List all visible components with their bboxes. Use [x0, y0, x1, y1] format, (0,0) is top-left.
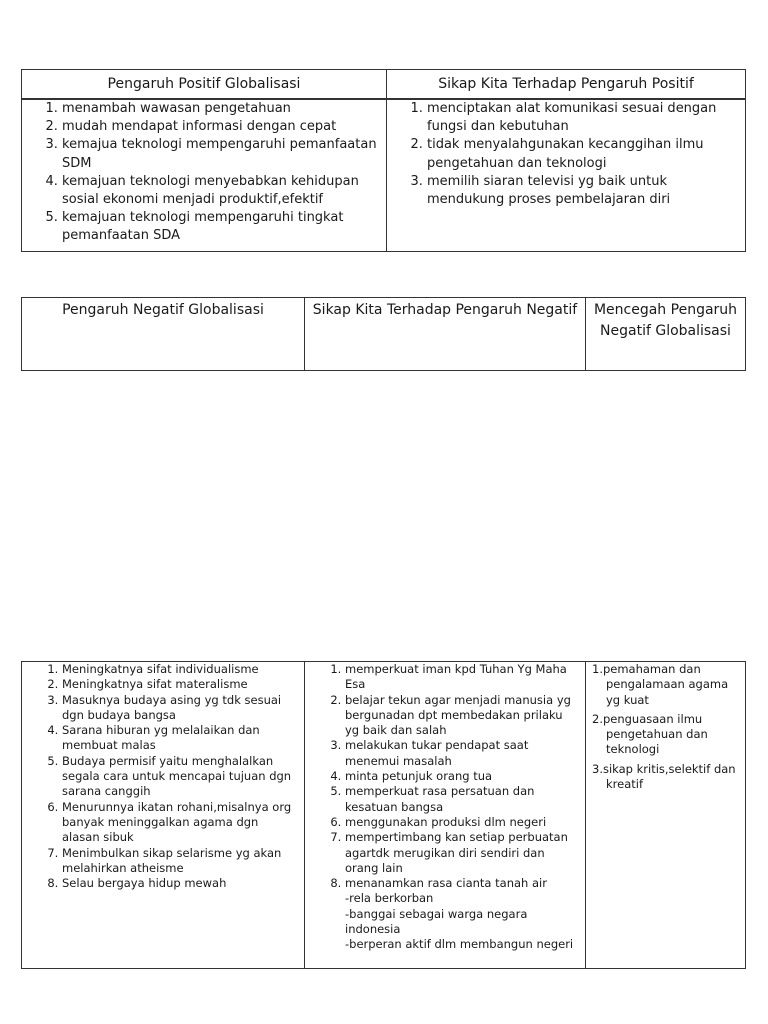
list-item: 3. memilih siaran televisi yg baik untuk mendukung proses pembelajaran diri — [427, 173, 739, 209]
list-item — [345, 876, 579, 952]
sub-item: -banggai sebagai warga negara indonesia — [345, 906, 528, 937]
list-item: 4. kemajuan teknologi menyebabkan kehidupan sosial ekonomi menjadi produktif,efektif — [62, 173, 380, 209]
list-item: 2. Meningkatnya sifat materalisme — [62, 677, 298, 692]
negative-influence-header-table — [21, 297, 746, 371]
list-item: 8. Selau bergaya hidup mewah — [62, 876, 298, 891]
list-item: 1. menciptakan alat komunikasi sesuai dengan fungsi dan kebutuhan — [427, 100, 739, 136]
list-item: 4. Sarana hiburan yg melalaikan dan membuat malas — [62, 723, 298, 754]
list-item: 2. mudah mendapat informasi dengan cepat — [62, 118, 380, 136]
list-item: 4. minta petunjuk orang tua — [345, 769, 579, 784]
negative-influence-table — [21, 661, 746, 969]
attitude-negative-cell — [305, 662, 586, 969]
attitude-positive-list — [387, 100, 745, 209]
sub-item: -rela berkorban — [345, 891, 434, 906]
list-item: 6. menggunakan produksi dlm negeri — [345, 815, 579, 830]
list-item: 3. melakukan tukar pendapat saat menemui masalah — [345, 738, 579, 769]
list-item: 3.sikap kritis,selektif dan kreatif — [592, 761, 736, 792]
list-item: 7. Menimbulkan sikap selarisme yg akan melahirkan atheisme — [62, 846, 298, 877]
list-item: 1.pemahaman dan pengalamaan agama yg kuat — [592, 662, 729, 707]
negative-influence-cell — [22, 662, 305, 969]
list-item: 1. Meningkatnya sifat individualisme — [62, 662, 298, 677]
positive-influence-table — [21, 69, 746, 252]
list-item: 3. kemajua teknologi mempengaruhi pemanfaatan SDM — [62, 136, 380, 172]
list-item-text: menanamkan rasa cianta tanah air — [345, 876, 547, 891]
list-item: 2.penguasaan ilmu pengetahuan dan teknologi — [592, 711, 708, 757]
header-attitude-negative: Sikap Kita Terhadap Pengaruh Negatif — [305, 298, 586, 371]
attitude-positive-cell — [387, 99, 746, 252]
prevent-negative-list — [586, 662, 745, 792]
list-item: 2. belajar tekun agar menjadi manusia yg bergunadan dpt membedakan prilaku yg baik dan salah — [345, 693, 579, 739]
negative-influence-list — [22, 662, 304, 891]
sub-item: -berperan aktif dlm membangun negeri — [345, 937, 574, 952]
list-item: 3. Masuknya budaya asing yg tdk sesuai dgn budaya bangsa — [62, 693, 298, 724]
list-item: 2. tidak menyalahgunakan kecanggihan ilmu pengetahuan dan teknologi — [427, 136, 739, 172]
prevent-negative-cell — [586, 662, 746, 969]
list-item: 5. kemajuan teknologi mempengaruhi tingkat pemanfaatan SDA — [62, 209, 380, 245]
list-item: 5. memperkuat rasa persatuan dan kesatuan bangsa — [345, 784, 579, 815]
attitude-negative-list — [305, 662, 585, 953]
header-attitude-positive: Sikap Kita Terhadap Pengaruh Positif — [387, 70, 746, 100]
list-item: 7. mempertimbang kan setiap perbuatan agartdk merugikan diri sendiri dan orang lain — [345, 830, 579, 876]
list-item: 1. menambah wawasan pengetahuan — [62, 100, 380, 118]
header-prevent-negative: Mencegah Pengaruh Negatif Globalisasi — [586, 298, 746, 371]
list-item: 1. memperkuat iman kpd Tuhan Yg Maha Esa — [345, 662, 579, 693]
list-item: 6. Menurunnya ikatan rohani,misalnya org banyak meninggalkan agama dgn alasan sibuk — [62, 800, 298, 846]
positive-influence-cell — [22, 99, 387, 252]
header-negative-influence: Pengaruh Negatif Globalisasi — [22, 298, 305, 371]
header-positive-influence: Pengaruh Positif Globalisasi — [22, 70, 387, 100]
list-item: 5. Budaya permisif yaitu menghalalkan segala cara untuk mencapai tujuan dgn sarana canggih — [62, 754, 298, 800]
positive-influence-list — [22, 100, 386, 246]
